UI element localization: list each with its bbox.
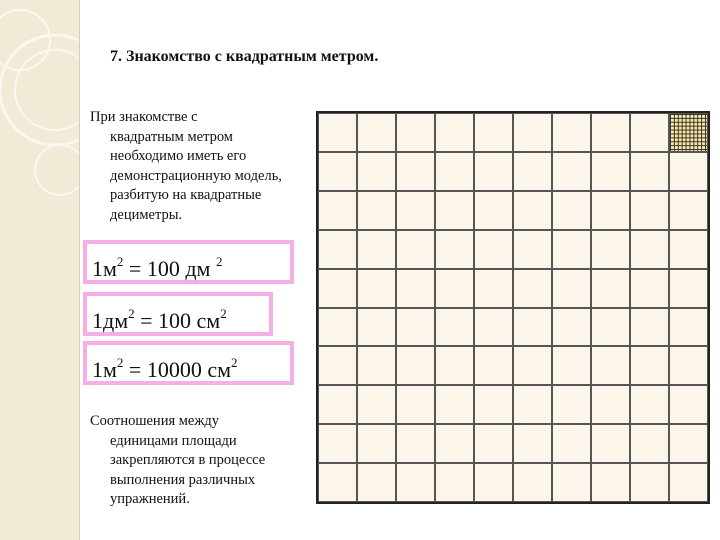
square-decimeter-cell: [396, 113, 435, 152]
square-decimeter-cell: [630, 269, 669, 308]
square-decimeter-cell: [552, 308, 591, 347]
formula-m2-dm2: $1м^2 = 100$ дм $^2$: [83, 240, 294, 284]
square-decimeter-cell: [552, 385, 591, 424]
square-decimeter-cell: [357, 230, 396, 269]
square-decimeter-cell: [435, 308, 474, 347]
square-decimeter-cell: [630, 152, 669, 191]
square-decimeter-cell: [318, 113, 357, 152]
square-decimeter-cell: [552, 424, 591, 463]
outro-text: [90, 412, 310, 510]
square-decimeter-cell: [591, 308, 630, 347]
square-decimeter-cell: [552, 346, 591, 385]
square-decimeter-cell: [318, 463, 357, 502]
square-decimeter-cell: [357, 424, 396, 463]
square-decimeter-cell: [435, 463, 474, 502]
square-decimeter-cell: [552, 113, 591, 152]
decorative-sidebar: [0, 0, 79, 540]
square-decimeter-cell: [318, 424, 357, 463]
intro-rest: квадратным метром необходимо иметь его демонстрационную модель, разбитую на квадратные дециметры.: [110, 128, 282, 223]
square-decimeter-cell: [357, 152, 396, 191]
square-decimeter-cell: [630, 463, 669, 502]
square-decimeter-cell: [591, 152, 630, 191]
square-decimeter-cell: [318, 230, 357, 269]
square-decimeter-cell: [591, 269, 630, 308]
square-decimeter-cell: [513, 463, 552, 502]
formula-m2-cm2: $1м^2 = 10000$ $см^2$: [83, 341, 294, 385]
square-decimeter-cell: [435, 424, 474, 463]
square-decimeter-cell: [513, 346, 552, 385]
square-decimeter-cell: [474, 424, 513, 463]
slide-title: 7. Знакомство с квадратным метром.: [110, 48, 379, 65]
square-decimeter-cell: [669, 230, 708, 269]
square-decimeter-cell: [474, 463, 513, 502]
square-decimeter-cell: [513, 424, 552, 463]
square-decimeter-cell: [396, 269, 435, 308]
square-decimeter-cell: [474, 346, 513, 385]
square-decimeter-cell: [669, 385, 708, 424]
square-decimeter-cell: [474, 308, 513, 347]
square-decimeter-cell: [669, 463, 708, 502]
square-decimeter-cell: [474, 230, 513, 269]
square-decimeter-cell: [669, 191, 708, 230]
intro-first-line: При знакомстве с: [90, 109, 198, 125]
square-decimeter-cell: [318, 152, 357, 191]
square-decimeter-cell: [357, 113, 396, 152]
square-decimeter-cell: [357, 346, 396, 385]
square-decimeter-cell: [630, 230, 669, 269]
square-decimeter-cell: [513, 152, 552, 191]
square-decimeter-cell: [552, 230, 591, 269]
square-decimeter-cell-subdivided: [669, 113, 708, 152]
square-decimeter-cell: [396, 385, 435, 424]
square-decimeter-cell: [396, 230, 435, 269]
square-decimeter-cell: [591, 230, 630, 269]
square-meter-model: [316, 111, 710, 504]
square-decimeter-cell: [630, 308, 669, 347]
square-decimeter-cell: [318, 269, 357, 308]
outro-rest: единицами площади закрепляются в процессе выполнения различных упражнений.: [110, 432, 266, 507]
square-decimeter-cell: [396, 346, 435, 385]
square-decimeter-cell: [513, 269, 552, 308]
square-decimeter-cell: [318, 385, 357, 424]
square-decimeter-cell: [513, 308, 552, 347]
square-decimeter-cell: [318, 191, 357, 230]
square-decimeter-cell: [669, 424, 708, 463]
square-decimeter-cell: [474, 152, 513, 191]
square-decimeter-cell: [591, 113, 630, 152]
square-decimeter-cell: [474, 191, 513, 230]
square-decimeter-cell: [513, 230, 552, 269]
square-decimeter-cell: [357, 191, 396, 230]
sidebar-divider: [79, 0, 80, 540]
intro-text: [90, 108, 305, 225]
square-decimeter-cell: [630, 424, 669, 463]
square-decimeter-cell: [552, 269, 591, 308]
square-decimeter-cell: [669, 152, 708, 191]
square-decimeter-cell: [435, 346, 474, 385]
square-decimeter-cell: [591, 424, 630, 463]
square-decimeter-cell: [552, 463, 591, 502]
square-decimeter-cell: [357, 269, 396, 308]
square-decimeter-cell: [435, 269, 474, 308]
square-decimeter-cell: [357, 385, 396, 424]
square-decimeter-cell: [318, 346, 357, 385]
square-decimeter-cell: [318, 308, 357, 347]
square-decimeter-cell: [552, 191, 591, 230]
square-decimeter-cell: [591, 346, 630, 385]
square-decimeter-cell: [396, 308, 435, 347]
square-decimeter-cell: [630, 113, 669, 152]
square-decimeter-cell: [669, 346, 708, 385]
outro-first-line: Соотношения между: [90, 413, 219, 429]
square-decimeter-cell: [591, 191, 630, 230]
square-decimeter-cell: [591, 385, 630, 424]
square-decimeter-cell: [513, 113, 552, 152]
square-decimeter-cell: [435, 230, 474, 269]
square-decimeter-cell: [552, 152, 591, 191]
square-decimeter-cell: [396, 152, 435, 191]
square-decimeter-cell: [591, 463, 630, 502]
square-decimeter-cell: [396, 191, 435, 230]
square-decimeter-cell: [474, 113, 513, 152]
square-decimeter-cell: [435, 152, 474, 191]
square-decimeter-cell: [513, 191, 552, 230]
square-decimeter-cell: [474, 269, 513, 308]
square-decimeter-cell: [357, 308, 396, 347]
square-decimeter-cell: [396, 463, 435, 502]
square-decimeter-cell: [435, 113, 474, 152]
square-decimeter-cell: [396, 424, 435, 463]
square-decimeter-cell: [630, 385, 669, 424]
square-decimeter-cell: [630, 191, 669, 230]
decorative-circles: [0, 0, 79, 540]
square-decimeter-cell: [513, 385, 552, 424]
square-decimeter-cell: [669, 269, 708, 308]
square-decimeter-cell: [630, 346, 669, 385]
square-decimeter-cell: [435, 385, 474, 424]
square-decimeter-cell: [435, 191, 474, 230]
square-decimeter-cell: [669, 308, 708, 347]
square-decimeter-cell: [357, 463, 396, 502]
square-decimeter-cell: [474, 385, 513, 424]
formula-dm2-cm2: $1дм^2 = 100$ $см^2$: [83, 292, 273, 336]
